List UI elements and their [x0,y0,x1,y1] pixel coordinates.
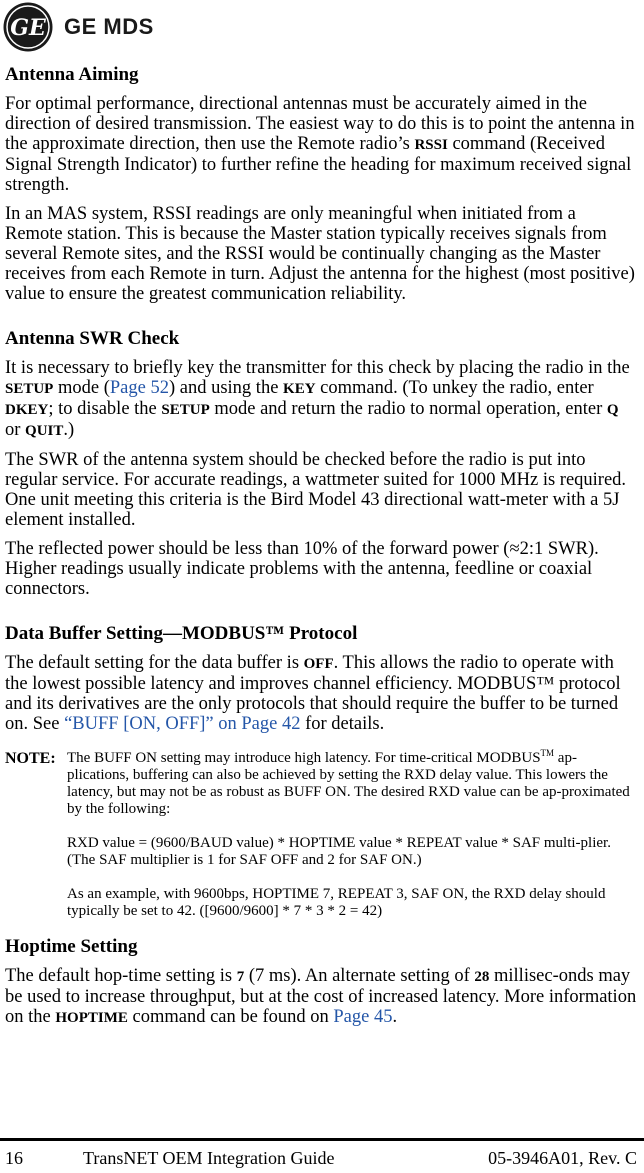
keyword-setup: SETUP [5,381,54,397]
keyword-quit: QUIT [25,423,64,439]
keyword-q: Q [606,402,619,418]
brand-name: GE MDS [64,14,154,39]
paragraph-hoptime-1: The default hop-time setting is 7 (7 ms). An alternate setting of 28 millisec-onds may be used to increase throughput, but at the cost of increased latency. More information on the HOPTIME command can be found on Page 45. [5,966,637,1027]
footer-doc-title: TransNET OEM Integration Guide [83,1148,335,1168]
keyword-hoptime: HOPTIME [55,1010,128,1026]
section-title-data-buffer: Data Buffer Setting—MODBUS™ Protocol [5,623,358,644]
footer-divider [0,1138,644,1141]
paragraph-aiming-2: In an MAS system, RSSI readings are only meaningful when initiated from a Remote station. This is because the Master station typically receives signals from several Remote sites, and the RSSI would be continually changing as the Master receives from each Remote in turn. Adjust the antenna for the highest (most positive) value to ensure the greatest communication reliability. [5,204,635,304]
link-buff-page-42[interactable]: “BUFF [ON, OFF]” on Page 42 [64,714,301,734]
paragraph-swr-3: The reflected power should be less than 10% of the forward power (≈2:1 SWR). Higher readings usually indicate problems with the antenna, feedline or coaxial connectors. [5,539,599,599]
paragraph-swr-2: The SWR of the antenna system should be checked before the radio is put into regular service. For accurate readings, a wattmeter suited for 1000 MHz is required. One unit meeting this criteria is the Bird Model 43 directional watt-meter with a 5J element installed. [5,450,627,530]
paragraph-buffer-1: The default setting for the data buffer is OFF. This allows the radio to operate with the lowest possible latency and improves channel efficiency. MODBUS™ protocol and its derivatives are the only protocols that should require the buffer to be turned on. See “BUFF [ON, OFF]” on Page 42 for details. [5,653,621,734]
keyword-key: KEY [283,381,316,397]
footer-doc-revision: 05-3946A01, Rev. C [488,1148,637,1168]
keyword-off: OFF [303,656,334,672]
keyword-rssi: RSSI [414,137,448,153]
section-title-hoptime: Hoptime Setting [5,936,138,957]
section-title-antenna-aiming: Antenna Aiming [5,64,139,85]
note-paragraph-1: The BUFF ON setting may introduce high latency. For time-critical MODBUS™ ap-plications, buffering can also be achieved by setting the RXD delay value. This lowers the latency, but may not be as robust as BUFF ON. The desired RXD value can be ap-proximated by the following: [67,748,630,817]
note-body [67,750,637,920]
paragraph-swr-1: It is necessary to briefly key the transmitter for this check by placing the radio in the SETUP mode (Page 52) and using the KEY command. (To unkey the radio, enter DKEY; to disable the SETUP mode and return the radio to normal operation, enter Q or QUIT.) [5,358,630,440]
paragraph-aiming-1: For optimal performance, directional antennas must be accurately aimed in the direction of desired transmission. The easiest way to do this is to point the antenna in the approximate direction, then use the Remote radio’s RSSI command (Received Signal Strength Indicator) to further refine the heading for maximum received signal strength. [5,94,635,195]
ge-logo-icon [2,1,54,53]
link-page-52[interactable]: Page 52 [109,378,169,398]
link-page-45[interactable]: Page 45 [333,1007,393,1027]
page-header [2,1,154,53]
note-paragraph-2: RXD value = (9600/BAUD value) * HOPTIME value * REPEAT value * SAF multi-plier. (The SAF multiplier is 1 for SAF OFF and 2 for SAF ON.) [67,835,611,868]
keyword-dkey: DKEY [5,402,49,418]
note-paragraph-3: As an example, with 9600bps, HOPTIME 7, REPEAT 3, SAF ON, the RXD delay should typically be set to 42. ([9600/9600] * 7 * 3 * 2 = 42) [67,886,606,919]
section-title-swr-check: Antenna SWR Check [5,328,180,349]
logo-monogram: GE [10,15,46,41]
keyword-setup-2: SETUP [161,402,210,418]
page-content [5,62,637,1028]
keyword-7: 7 [236,969,245,985]
footer-page-number: 16 [5,1148,23,1168]
note-label: NOTE: [5,750,56,767]
note-block [5,750,637,920]
keyword-28: 28 [474,969,490,985]
